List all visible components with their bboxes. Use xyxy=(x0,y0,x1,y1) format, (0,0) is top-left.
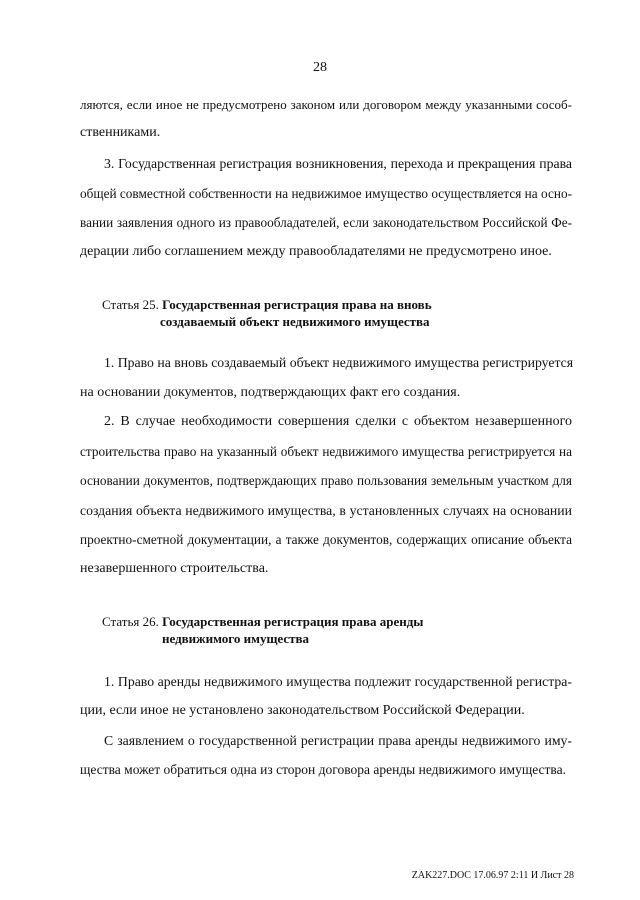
document-footer: ZAK227.DOC 17.06.97 2:11 И Лист 28 xyxy=(411,870,574,881)
paragraph-line: щества может обратиться одна из сторон договора аренды недвижимого имущества. xyxy=(80,762,566,777)
article-heading-continued xyxy=(160,314,430,330)
paragraph-line: 1. Право аренды недвижимого имущества подлежит государственной регистра- xyxy=(104,674,572,689)
paragraph-line: строительства право на указанный объект недвижимого имущества регистрируется на xyxy=(80,444,572,459)
paragraph-line: ляются, если иное не предусмотрено законом или договором между указанными сособ- xyxy=(80,97,572,112)
page-number: 28 xyxy=(313,60,327,75)
paragraph-line: 2. В случае необходимости совершения сделки с объектом незавершенного xyxy=(104,414,572,429)
paragraph-line: вании заявления одного из правообладателей, если законодательством Российской Фе- xyxy=(80,215,572,230)
paragraph-line: основании документов, подтверждающих право пользования земельным участком для xyxy=(80,473,572,488)
paragraph-line: создания объекта недвижимого имущества, в установленных случаях на основании xyxy=(80,503,572,518)
paragraph-line: ственниками. xyxy=(80,125,161,140)
paragraph-line: ции, если иное не установлено законодательством Российской Федерации. xyxy=(80,703,525,718)
article-title: Государственная регистрация права аренды xyxy=(162,614,424,629)
paragraph-line: на основании документов, подтверждающих факт его создания. xyxy=(80,385,461,400)
paragraph-line: С заявлением о государственной регистрации права аренды недвижимого иму- xyxy=(104,733,572,748)
article-title: создаваемый объект недвижимого имущества xyxy=(160,314,430,329)
article-title: Государственная регистрация права на вновь xyxy=(162,297,432,312)
paragraph-line: дерации либо соглашением между правообладателями не предусмотрено иное. xyxy=(80,244,552,259)
paragraph-line: проектно-сметной документации, а также документов, содержащих описание объекта xyxy=(80,532,572,547)
article-heading xyxy=(102,297,432,313)
article-heading xyxy=(102,614,423,630)
article-heading-continued xyxy=(162,631,309,647)
paragraph-line: незавершенного строительства. xyxy=(80,561,269,576)
paragraph-line: 3. Государственная регистрация возникновения, перехода и прекращения права xyxy=(104,156,572,171)
paragraph-line: общей совместной собственности на недвижимое имущество осуществляется на осно- xyxy=(80,186,572,201)
article-label: Статья 25. xyxy=(102,297,159,312)
article-title: недвижимого имущества xyxy=(162,631,310,646)
paragraph-line: 1. Право на вновь создаваемый объект недвижимого имущества регистрируется xyxy=(104,355,574,370)
article-label: Статья 26. xyxy=(102,614,159,629)
